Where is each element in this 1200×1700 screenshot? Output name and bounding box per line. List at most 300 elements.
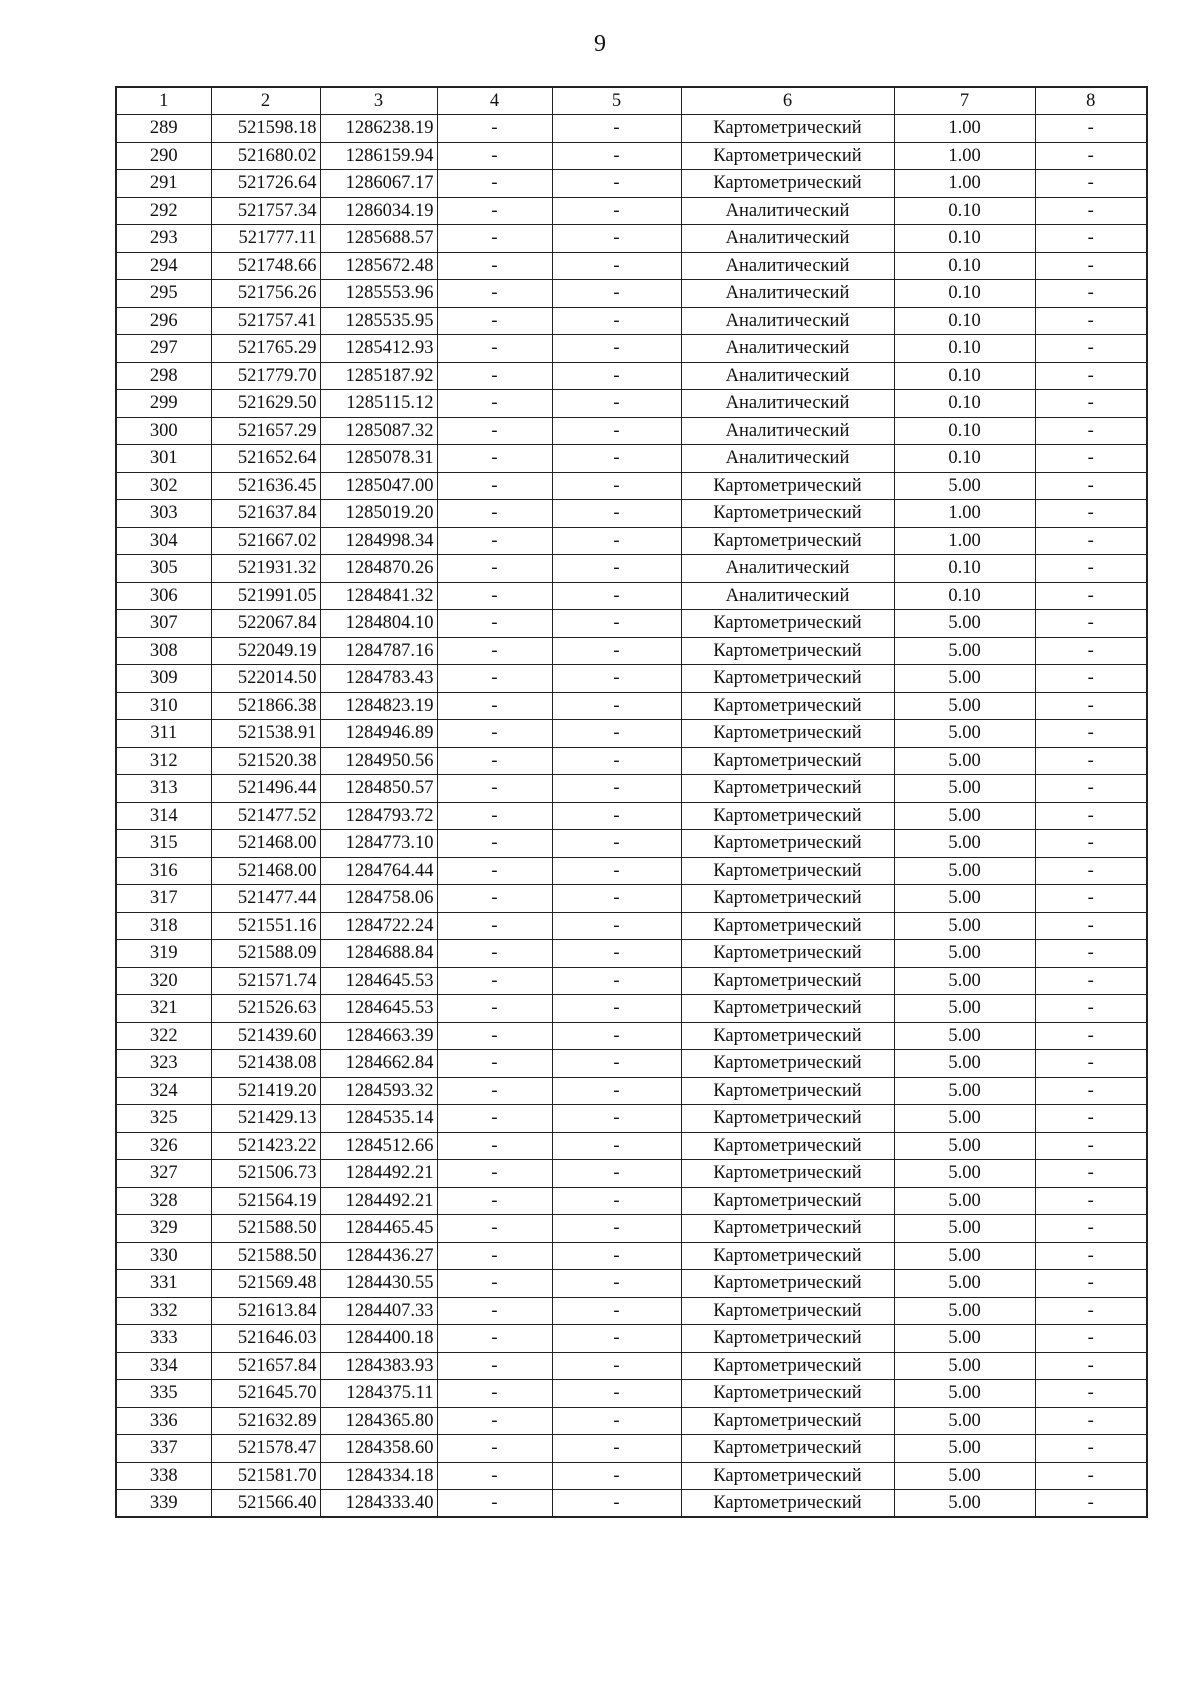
col4-cell: - (437, 1462, 552, 1490)
y-coordinate-cell: 1285553.96 (320, 280, 437, 308)
x-coordinate-cell: 522067.84 (211, 610, 320, 638)
accuracy-cell: 0.10 (894, 335, 1035, 363)
col5-cell: - (552, 1270, 681, 1298)
column-header-1: 1 (116, 87, 211, 115)
col5-cell: - (552, 527, 681, 555)
method-cell: Аналитический (681, 390, 894, 418)
x-coordinate-cell: 521866.38 (211, 692, 320, 720)
point-number-cell: 290 (116, 142, 211, 170)
x-coordinate-cell: 521588.50 (211, 1242, 320, 1270)
column-header-8: 8 (1035, 87, 1147, 115)
accuracy-cell: 5.00 (894, 995, 1035, 1023)
col5-cell: - (552, 252, 681, 280)
y-coordinate-cell: 1284950.56 (320, 747, 437, 775)
x-coordinate-cell: 521779.70 (211, 362, 320, 390)
point-number-cell: 296 (116, 307, 211, 335)
coordinates-table (115, 86, 1148, 1518)
col5-cell: - (552, 967, 681, 995)
col8-cell: - (1035, 802, 1147, 830)
x-coordinate-cell: 521765.29 (211, 335, 320, 363)
y-coordinate-cell: 1285535.95 (320, 307, 437, 335)
col5-cell: - (552, 500, 681, 528)
col5-cell: - (552, 362, 681, 390)
column-header-4: 4 (437, 87, 552, 115)
col4-cell: - (437, 1407, 552, 1435)
point-number-cell: 322 (116, 1022, 211, 1050)
method-cell: Картометрический (681, 170, 894, 198)
x-coordinate-cell: 521439.60 (211, 1022, 320, 1050)
col5-cell: - (552, 555, 681, 583)
table-row (116, 747, 1147, 775)
table-row (116, 857, 1147, 885)
method-cell: Аналитический (681, 555, 894, 583)
y-coordinate-cell: 1284492.21 (320, 1187, 437, 1215)
y-coordinate-cell: 1284783.43 (320, 665, 437, 693)
col4-cell: - (437, 1187, 552, 1215)
method-cell: Картометрический (681, 1077, 894, 1105)
table-row (116, 390, 1147, 418)
col4-cell: - (437, 857, 552, 885)
x-coordinate-cell: 521438.08 (211, 1050, 320, 1078)
accuracy-cell: 5.00 (894, 1325, 1035, 1353)
y-coordinate-cell: 1285688.57 (320, 225, 437, 253)
col4-cell: - (437, 610, 552, 638)
col5-cell: - (552, 197, 681, 225)
y-coordinate-cell: 1284663.39 (320, 1022, 437, 1050)
col5-cell: - (552, 1297, 681, 1325)
col5-cell: - (552, 995, 681, 1023)
y-coordinate-cell: 1284375.11 (320, 1380, 437, 1408)
col8-cell: - (1035, 115, 1147, 143)
point-number-cell: 318 (116, 912, 211, 940)
accuracy-cell: 5.00 (894, 857, 1035, 885)
table-row (116, 1490, 1147, 1518)
table-row (116, 775, 1147, 803)
col8-cell: - (1035, 912, 1147, 940)
y-coordinate-cell: 1284823.19 (320, 692, 437, 720)
table-row (116, 527, 1147, 555)
point-number-cell: 325 (116, 1105, 211, 1133)
col4-cell: - (437, 1325, 552, 1353)
x-coordinate-cell: 521726.64 (211, 170, 320, 198)
point-number-cell: 303 (116, 500, 211, 528)
col8-cell: - (1035, 1270, 1147, 1298)
method-cell: Картометрический (681, 692, 894, 720)
accuracy-cell: 0.10 (894, 307, 1035, 335)
col4-cell: - (437, 1077, 552, 1105)
y-coordinate-cell: 1284365.80 (320, 1407, 437, 1435)
table-row (116, 307, 1147, 335)
x-coordinate-cell: 521429.13 (211, 1105, 320, 1133)
col8-cell: - (1035, 610, 1147, 638)
y-coordinate-cell: 1284333.40 (320, 1490, 437, 1518)
x-coordinate-cell: 521551.16 (211, 912, 320, 940)
x-coordinate-cell: 521477.44 (211, 885, 320, 913)
y-coordinate-cell: 1284870.26 (320, 555, 437, 583)
table-row (116, 362, 1147, 390)
col8-cell: - (1035, 1215, 1147, 1243)
col8-cell: - (1035, 1242, 1147, 1270)
accuracy-cell: 0.10 (894, 280, 1035, 308)
col4-cell: - (437, 1105, 552, 1133)
x-coordinate-cell: 521931.32 (211, 555, 320, 583)
point-number-cell: 327 (116, 1160, 211, 1188)
col5-cell: - (552, 830, 681, 858)
col4-cell: - (437, 692, 552, 720)
col4-cell: - (437, 912, 552, 940)
col8-cell: - (1035, 1187, 1147, 1215)
accuracy-cell: 5.00 (894, 1132, 1035, 1160)
col8-cell: - (1035, 637, 1147, 665)
point-number-cell: 298 (116, 362, 211, 390)
col8-cell: - (1035, 1297, 1147, 1325)
method-cell: Картометрический (681, 802, 894, 830)
y-coordinate-cell: 1284758.06 (320, 885, 437, 913)
y-coordinate-cell: 1284850.57 (320, 775, 437, 803)
col4-cell: - (437, 1160, 552, 1188)
method-cell: Картометрический (681, 637, 894, 665)
table-row (116, 1462, 1147, 1490)
col8-cell: - (1035, 142, 1147, 170)
method-cell: Картометрический (681, 1462, 894, 1490)
col8-cell: - (1035, 225, 1147, 253)
point-number-cell: 312 (116, 747, 211, 775)
method-cell: Картометрический (681, 1352, 894, 1380)
col4-cell: - (437, 967, 552, 995)
col4-cell: - (437, 335, 552, 363)
y-coordinate-cell: 1284764.44 (320, 857, 437, 885)
x-coordinate-cell: 521496.44 (211, 775, 320, 803)
y-coordinate-cell: 1284787.16 (320, 637, 437, 665)
method-cell: Картометрический (681, 995, 894, 1023)
col8-cell: - (1035, 1490, 1147, 1518)
x-coordinate-cell: 521468.00 (211, 857, 320, 885)
col8-cell: - (1035, 720, 1147, 748)
col8-cell: - (1035, 1352, 1147, 1380)
method-cell: Картометрический (681, 1325, 894, 1353)
col8-cell: - (1035, 170, 1147, 198)
table-row (116, 1050, 1147, 1078)
point-number-cell: 307 (116, 610, 211, 638)
x-coordinate-cell: 521991.05 (211, 582, 320, 610)
point-number-cell: 310 (116, 692, 211, 720)
accuracy-cell: 5.00 (894, 1022, 1035, 1050)
method-cell: Аналитический (681, 417, 894, 445)
y-coordinate-cell: 1286034.19 (320, 197, 437, 225)
method-cell: Картометрический (681, 1215, 894, 1243)
x-coordinate-cell: 521667.02 (211, 527, 320, 555)
method-cell: Картометрический (681, 472, 894, 500)
col8-cell: - (1035, 830, 1147, 858)
y-coordinate-cell: 1285672.48 (320, 252, 437, 280)
point-number-cell: 323 (116, 1050, 211, 1078)
col5-cell: - (552, 802, 681, 830)
col8-cell: - (1035, 582, 1147, 610)
table-row (116, 555, 1147, 583)
x-coordinate-cell: 521777.11 (211, 225, 320, 253)
col4-cell: - (437, 142, 552, 170)
x-coordinate-cell: 521757.41 (211, 307, 320, 335)
point-number-cell: 339 (116, 1490, 211, 1518)
table-row (116, 1022, 1147, 1050)
column-header-3: 3 (320, 87, 437, 115)
table-row (116, 1105, 1147, 1133)
table-row (116, 142, 1147, 170)
table-row (116, 1187, 1147, 1215)
x-coordinate-cell: 521680.02 (211, 142, 320, 170)
y-coordinate-cell: 1284400.18 (320, 1325, 437, 1353)
col5-cell: - (552, 1380, 681, 1408)
method-cell: Картометрический (681, 830, 894, 858)
y-coordinate-cell: 1284383.93 (320, 1352, 437, 1380)
y-coordinate-cell: 1284773.10 (320, 830, 437, 858)
point-number-cell: 333 (116, 1325, 211, 1353)
col5-cell: - (552, 1022, 681, 1050)
col5-cell: - (552, 720, 681, 748)
col4-cell: - (437, 417, 552, 445)
point-number-cell: 297 (116, 335, 211, 363)
x-coordinate-cell: 521538.91 (211, 720, 320, 748)
col5-cell: - (552, 115, 681, 143)
col4-cell: - (437, 830, 552, 858)
method-cell: Картометрический (681, 500, 894, 528)
x-coordinate-cell: 521637.84 (211, 500, 320, 528)
accuracy-cell: 5.00 (894, 1160, 1035, 1188)
point-number-cell: 309 (116, 665, 211, 693)
col8-cell: - (1035, 1407, 1147, 1435)
col5-cell: - (552, 225, 681, 253)
point-number-cell: 300 (116, 417, 211, 445)
col4-cell: - (437, 637, 552, 665)
point-number-cell: 294 (116, 252, 211, 280)
col5-cell: - (552, 692, 681, 720)
point-number-cell: 305 (116, 555, 211, 583)
method-cell: Аналитический (681, 335, 894, 363)
col8-cell: - (1035, 1462, 1147, 1490)
accuracy-cell: 5.00 (894, 1270, 1035, 1298)
y-coordinate-cell: 1285115.12 (320, 390, 437, 418)
table-row (116, 720, 1147, 748)
point-number-cell: 293 (116, 225, 211, 253)
method-cell: Картометрический (681, 1297, 894, 1325)
table-row (116, 115, 1147, 143)
col8-cell: - (1035, 857, 1147, 885)
x-coordinate-cell: 521571.74 (211, 967, 320, 995)
point-number-cell: 319 (116, 940, 211, 968)
col5-cell: - (552, 390, 681, 418)
point-number-cell: 299 (116, 390, 211, 418)
col5-cell: - (552, 885, 681, 913)
col4-cell: - (437, 665, 552, 693)
method-cell: Картометрический (681, 1022, 894, 1050)
col4-cell: - (437, 1435, 552, 1463)
point-number-cell: 338 (116, 1462, 211, 1490)
accuracy-cell: 5.00 (894, 1490, 1035, 1518)
col5-cell: - (552, 1050, 681, 1078)
point-number-cell: 331 (116, 1270, 211, 1298)
method-cell: Аналитический (681, 307, 894, 335)
method-cell: Картометрический (681, 610, 894, 638)
col4-cell: - (437, 252, 552, 280)
y-coordinate-cell: 1284722.24 (320, 912, 437, 940)
y-coordinate-cell: 1284465.45 (320, 1215, 437, 1243)
col4-cell: - (437, 280, 552, 308)
col8-cell: - (1035, 1380, 1147, 1408)
col8-cell: - (1035, 967, 1147, 995)
column-header-2: 2 (211, 87, 320, 115)
col5-cell: - (552, 1435, 681, 1463)
accuracy-cell: 5.00 (894, 1187, 1035, 1215)
accuracy-cell: 0.10 (894, 555, 1035, 583)
col4-cell: - (437, 582, 552, 610)
y-coordinate-cell: 1284645.53 (320, 967, 437, 995)
col4-cell: - (437, 170, 552, 198)
x-coordinate-cell: 521566.40 (211, 1490, 320, 1518)
table-row (116, 1160, 1147, 1188)
accuracy-cell: 5.00 (894, 1077, 1035, 1105)
table-row (116, 1352, 1147, 1380)
col5-cell: - (552, 1242, 681, 1270)
col5-cell: - (552, 610, 681, 638)
col4-cell: - (437, 1132, 552, 1160)
x-coordinate-cell: 521657.29 (211, 417, 320, 445)
point-number-cell: 304 (116, 527, 211, 555)
point-number-cell: 334 (116, 1352, 211, 1380)
col5-cell: - (552, 1187, 681, 1215)
accuracy-cell: 5.00 (894, 1380, 1035, 1408)
col8-cell: - (1035, 1325, 1147, 1353)
accuracy-cell: 5.00 (894, 802, 1035, 830)
col5-cell: - (552, 912, 681, 940)
point-number-cell: 316 (116, 857, 211, 885)
x-coordinate-cell: 521613.84 (211, 1297, 320, 1325)
accuracy-cell: 5.00 (894, 830, 1035, 858)
table-row (116, 610, 1147, 638)
col4-cell: - (437, 1022, 552, 1050)
col5-cell: - (552, 1407, 681, 1435)
col8-cell: - (1035, 555, 1147, 583)
col8-cell: - (1035, 1022, 1147, 1050)
y-coordinate-cell: 1284688.84 (320, 940, 437, 968)
point-number-cell: 289 (116, 115, 211, 143)
table-row (116, 252, 1147, 280)
point-number-cell: 291 (116, 170, 211, 198)
col8-cell: - (1035, 527, 1147, 555)
table-row (116, 1325, 1147, 1353)
y-coordinate-cell: 1284492.21 (320, 1160, 437, 1188)
x-coordinate-cell: 521526.63 (211, 995, 320, 1023)
method-cell: Картометрический (681, 857, 894, 885)
col5-cell: - (552, 857, 681, 885)
method-cell: Картометрический (681, 1490, 894, 1518)
method-cell: Картометрический (681, 1407, 894, 1435)
x-coordinate-cell: 521588.50 (211, 1215, 320, 1243)
x-coordinate-cell: 521629.50 (211, 390, 320, 418)
x-coordinate-cell: 521632.89 (211, 1407, 320, 1435)
y-coordinate-cell: 1285187.92 (320, 362, 437, 390)
y-coordinate-cell: 1284334.18 (320, 1462, 437, 1490)
y-coordinate-cell: 1284430.55 (320, 1270, 437, 1298)
col4-cell: - (437, 500, 552, 528)
column-header-6: 6 (681, 87, 894, 115)
method-cell: Картометрический (681, 527, 894, 555)
point-number-cell: 308 (116, 637, 211, 665)
column-header-7: 7 (894, 87, 1035, 115)
accuracy-cell: 5.00 (894, 1462, 1035, 1490)
accuracy-cell: 5.00 (894, 720, 1035, 748)
point-number-cell: 311 (116, 720, 211, 748)
col4-cell: - (437, 1352, 552, 1380)
table-row (116, 967, 1147, 995)
col8-cell: - (1035, 472, 1147, 500)
table-row (116, 472, 1147, 500)
point-number-cell: 317 (116, 885, 211, 913)
col5-cell: - (552, 1325, 681, 1353)
table-row (116, 1270, 1147, 1298)
col4-cell: - (437, 747, 552, 775)
y-coordinate-cell: 1286067.17 (320, 170, 437, 198)
accuracy-cell: 0.10 (894, 417, 1035, 445)
accuracy-cell: 5.00 (894, 610, 1035, 638)
col5-cell: - (552, 280, 681, 308)
x-coordinate-cell: 521646.03 (211, 1325, 320, 1353)
x-coordinate-cell: 521506.73 (211, 1160, 320, 1188)
table-row (116, 1380, 1147, 1408)
col4-cell: - (437, 940, 552, 968)
y-coordinate-cell: 1284793.72 (320, 802, 437, 830)
col4-cell: - (437, 1215, 552, 1243)
col5-cell: - (552, 472, 681, 500)
table-row (116, 582, 1147, 610)
x-coordinate-cell: 521636.45 (211, 472, 320, 500)
col4-cell: - (437, 555, 552, 583)
y-coordinate-cell: 1285412.93 (320, 335, 437, 363)
x-coordinate-cell: 521757.34 (211, 197, 320, 225)
table-row (116, 665, 1147, 693)
col5-cell: - (552, 665, 681, 693)
col8-cell: - (1035, 362, 1147, 390)
accuracy-cell: 5.00 (894, 775, 1035, 803)
col4-cell: - (437, 527, 552, 555)
accuracy-cell: 0.10 (894, 445, 1035, 473)
col8-cell: - (1035, 335, 1147, 363)
y-coordinate-cell: 1284946.89 (320, 720, 437, 748)
table-row (116, 500, 1147, 528)
method-cell: Картометрический (681, 1050, 894, 1078)
accuracy-cell: 1.00 (894, 115, 1035, 143)
y-coordinate-cell: 1284804.10 (320, 610, 437, 638)
col8-cell: - (1035, 1105, 1147, 1133)
col4-cell: - (437, 1270, 552, 1298)
col4-cell: - (437, 775, 552, 803)
col5-cell: - (552, 775, 681, 803)
x-coordinate-cell: 521581.70 (211, 1462, 320, 1490)
accuracy-cell: 1.00 (894, 500, 1035, 528)
accuracy-cell: 0.10 (894, 582, 1035, 610)
col4-cell: - (437, 307, 552, 335)
y-coordinate-cell: 1285047.00 (320, 472, 437, 500)
y-coordinate-cell: 1284841.32 (320, 582, 437, 610)
point-number-cell: 314 (116, 802, 211, 830)
y-coordinate-cell: 1284662.84 (320, 1050, 437, 1078)
accuracy-cell: 0.10 (894, 252, 1035, 280)
point-number-cell: 306 (116, 582, 211, 610)
col8-cell: - (1035, 197, 1147, 225)
y-coordinate-cell: 1284358.60 (320, 1435, 437, 1463)
x-coordinate-cell: 521468.00 (211, 830, 320, 858)
table-row (116, 335, 1147, 363)
table-row (116, 885, 1147, 913)
